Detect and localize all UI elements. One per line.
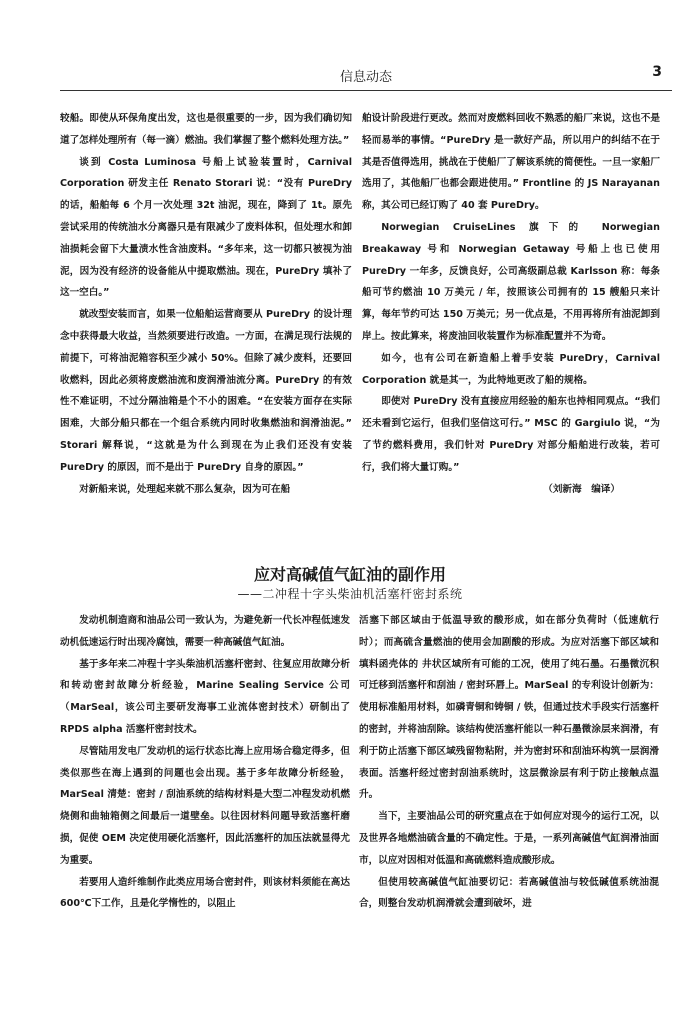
article-title: 应对高碱值气缸油的副作用 xyxy=(253,565,446,584)
page-header xyxy=(60,60,672,88)
paragraph: 较船。即使从环保角度出发，这也是很重要的一步，因为我们确切知道了怎样处理所有（每一滴）燃油。我们掌握了整个燃料处理方法。” xyxy=(60,113,352,146)
article2-column-right xyxy=(359,610,659,915)
paragraph: 舶设计阶段进行更改。然而对废燃料回收不熟悉的船厂来说，这也不是轻而易举的事情。“PureDry 是一款好产品，所以用户的纠结不在于其是否值得选用，挑战在于使船厂了解该系统的简便性。一旦一家船厂选用了，其他船厂也都会跟进使用。” Frontline 的 JS Narayanan 称，其公司已经订购了 40 套 PureDry。 xyxy=(362,113,660,212)
article-signature: （刘新海 编译） xyxy=(543,483,620,495)
paragraph: 尽管陆用发电厂发动机的运行状态比海上应用场合稳定得多，但类似那些在海上遇到的问题也会出现。基于多年故障分析经验，MarSeal 清楚：密封 / 刮油系统的结构材料是大型二冲程发动机燃烧侧和曲轴箱侧之间最后一道壁垒。以往因材料问题导致活塞杆磨损，促使 OEM 决定使用硬化活塞杆，因此活塞杆的加压法就显得尤为重要。 xyxy=(60,745,350,866)
paragraph: 当下，主要油品公司的研究重点在于如何应对现今的运行工况，以及世界各地燃油硫含量的不确定性。于是，一系列高碱值气缸润滑油面市，以应对因相对低温和高硫燃料造成酸形成。 xyxy=(359,811,659,866)
header-rule xyxy=(60,90,672,91)
paragraph: Norwegian CruiseLines 旗下的 Norwegian Breakaway 号和 Norwegian Getaway 号船上也已使用 PureDry 一年多，反馈良好，公司高级副总裁 Karlsson 称：每条船可节约燃油 10 万美元 / 年，按照该公司拥有的 15 艘船只来计算，每年节约可达 150 万美元；另一优点是，不用再将所有油泥卸到岸上。按此算来，将废油回收装置作为标准配置并不为奇。 xyxy=(362,221,660,342)
paragraph: 即使对 PureDry 没有直接应用经验的船东也持相同观点。“我们还未看到它运行，但我们坚信这可行。” MSC 的 Gargiulo 说，“为了节约燃料费用，我们针对 PureDry 对部分船舶进行改装，若可行，我们将大量订购。” xyxy=(362,396,660,473)
paragraph: 若要用人造纤维制作此类应用场合密封件，则该材料须能在高达 600℃下工作，且是化学惰性的，以阻止 xyxy=(60,876,350,910)
section-title: 信息动态 xyxy=(339,70,392,85)
paragraph: 但使用较高碱值气缸油要切记：若高碱值油与较低碱值系统油混合，则整台发动机润滑就会遭到破坏，进 xyxy=(359,876,659,910)
paragraph: 发动机制造商和油品公司一致认为，为避免新一代长冲程低速发动机低速运行时出现冷腐蚀，需要一种高碱值气缸油。 xyxy=(60,615,350,648)
paragraph: 就改型安装而言，如果一位船舶运营商要从 PureDry 的设计理念中获得最大收益，当然须要进行改造。一方面，在满足现行法规的前提下，可将油泥箱容积至少减小 50%。但除了减少废料，还要回收燃料，因此必须将废燃油流和废润滑油流分离。PureDry 的有效性不难证明，不过分隔油箱是个不小的困难。“在安装方面存在实际困难，大部分船只都在一个组合系统内同时收集燃油和润滑油泥。” Storari 解释说，“这就是为什么到现在为止我们还没有安装 PureDry 的原因，而不是出于 PureDry 自身的原因。” xyxy=(60,309,352,473)
paragraph: 基于多年来二冲程十字头柴油机活塞杆密封、往复应用故障分析和转动密封故障分析经验，Marine Sealing Service 公司（MarSeal，该公司主要研发海事工业流体密封技术）研制出了 RPDS alpha 活塞杆密封技术。 xyxy=(60,658,350,735)
paragraph: 谈到 Costa Luminosa 号船上试验装置时，Carnival Corporation 研发主任 Renato Storari 说：“没有 PureDry 的话，船舶每 6 个月一次处理 32t 油泥，现在，降到了 1t。原先尝试采用的传统油水分离器只是有限减少了废料体积，但处理水和卸油损耗会留下大量渍水性含油废料。“多年来，这一切都只被视为油泥，因为没有经济的设备能从中提取燃油。现在，PureDry 填补了这一空白。” xyxy=(60,156,352,299)
article1-column-right xyxy=(362,108,660,500)
paragraph: 如今，也有公司在新造船上着手安装 PureDry，Carnival Corporation 就是其一，为此特地更改了船的规格。 xyxy=(362,352,660,386)
article-subtitle: ——二冲程十字头柴油机活塞杆密封系统 xyxy=(237,587,463,601)
paragraph: 对新船来说，处理起来就不那么复杂，因为可在船 xyxy=(79,483,291,495)
article2-column-left xyxy=(60,610,350,915)
article1-column-left xyxy=(60,108,352,500)
page-number: 3 xyxy=(652,64,662,80)
paragraph: 活塞下部区域由于低温导致的酸形成，如在部分负荷时（低速航行时）；而高硫含量燃油的使用会加剧酸的形成。为应对活塞下部区域和填料函壳体的 井状区域所有可能的工况，使用了纯石墨。石墨微沉积可迁移到活塞杆和刮油 / 密封环唇上。MarSeal 的专利设计创新为：使用标准船用材料，如磷青铜和铸铜 / 铁，但通过技术手段实行活塞杆的密封，并将油刮除。该结构使活塞杆能以一种石墨微涂层来润滑，有利于防止活塞下部区域残留物粘附，并为密封环和刮油环构筑一层润滑表面。活塞杆经过密封刮油系统时，这层微涂层有利于防止接触点温升。 xyxy=(359,615,659,801)
